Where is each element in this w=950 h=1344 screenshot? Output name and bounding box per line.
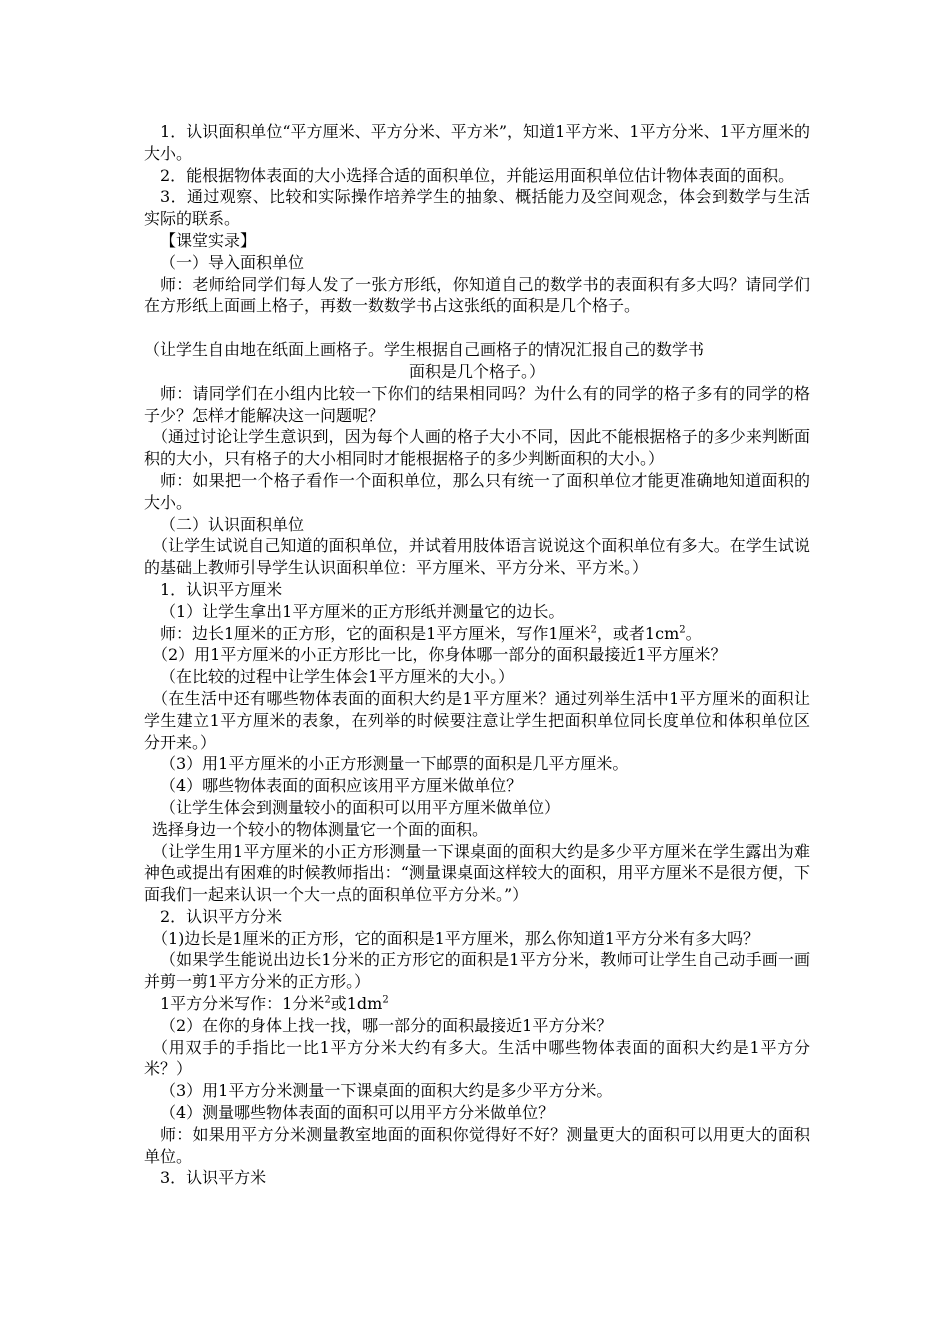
step-square-cm-3: （3）用1平方厘米的小正方形测量一下邮票的面积是几平方厘米。 bbox=[160, 754, 629, 774]
paragraph-student-activity-cont: 面积是几个格子。） bbox=[408, 361, 545, 381]
paragraph-measure-object: 选择身边一个较小的物体测量它一个面的面积。 bbox=[152, 819, 489, 839]
subheading-intro-area-unit: （一）导入面积单位 bbox=[160, 252, 305, 272]
document-body bbox=[144, 121, 810, 1189]
step-square-dm-2: （2）在你的身体上找一找，哪一部分的面积最接近1平方分米？ bbox=[160, 1015, 613, 1035]
paragraph-desk-measure: （让学生用1平方厘米的小正方形测量一下课桌面的面积大约是多少平方厘米在学生露出为难神色或提出有困难的时候教师指出：“测量课桌面这样较大的面积，用平方厘米不是很方便，下面我们一起来认识一个大一点的面积单位平方分米。”） bbox=[144, 841, 810, 905]
step-square-cm-1: （1）让学生拿出1平方厘米的正方形纸并测量它的边长。 bbox=[160, 601, 565, 621]
subheading-know-area-unit: （二）认识面积单位 bbox=[160, 514, 305, 534]
paragraph-compare-note: （在比较的过程中让学生体会1平方厘米的大小。） bbox=[160, 667, 515, 687]
paragraph-square-dm-notation: 1平方分米写作：1分米$^2$或$1dm^2$ bbox=[160, 994, 389, 1014]
paragraph-small-area-note: （让学生体会到测量较小的面积可以用平方厘米做单位） bbox=[160, 797, 561, 817]
blank-line bbox=[144, 317, 810, 339]
step-square-dm-1: （1)边长是1厘米的正方形，它的面积是1平方厘米，那么你知道1平方分米有多大吗？ bbox=[152, 928, 759, 948]
step-square-cm-4: （4）哪些物体表面的面积应该用平方厘米做单位？ bbox=[160, 776, 523, 796]
paragraph-student-try: （让学生试说自己知道的面积单位，并试着用肢体语言说说这个面积单位有多大。在学生试说的基础上教师引导学生认识面积单位：平方厘米、平方分米、平方米。） bbox=[144, 536, 810, 578]
paragraph-teacher-unit: 师：如果把一个格子看作一个面积单位，那么只有统一了面积单位才能更准确地知道面积的大小。 bbox=[144, 470, 810, 512]
paragraph-finger-compare: （用双手的手指比一比1平方分米大约有多大。生活中哪些物体表面的面积大约是1平方分米？） bbox=[144, 1037, 810, 1079]
paragraph-square-cm-definition: 师：边长1厘米的正方形，它的面积是1平方厘米，写作1厘米$^2$，或者$1cm^2$。 bbox=[160, 623, 702, 643]
subheading-square-dm: 2．认识平方分米 bbox=[160, 906, 283, 926]
objective-2: 2．能根据物体表面的大小选择合适的面积单位，并能运用面积单位估计物体表面的面积。 bbox=[160, 165, 795, 185]
subheading-square-cm: 1．认识平方厘米 bbox=[160, 579, 283, 599]
paragraph-teacher-bigger-unit: 师：如果用平方分米测量教室地面的面积你觉得好不好？测量更大的面积可以用更大的面积单位。 bbox=[144, 1124, 810, 1166]
paragraph-discussion: （通过讨论让学生意识到，因为每个人画的格子大小不同，因此不能根据格子的多少来判断面积的大小，只有格子的大小相同时才能根据格子的多少判断面积的大小。） bbox=[144, 427, 810, 469]
paragraph-life-examples: （在生活中还有哪些物体表面的面积大约是1平方厘米？通过列举生活中1平方厘米的面积让学生建立1平方厘米的表象，在列举的时候要注意让学生把面积单位同长度单位和体积单位区分开来。） bbox=[144, 688, 810, 752]
step-square-dm-4: （4）测量哪些物体表面的面积可以用平方分米做单位？ bbox=[160, 1103, 555, 1123]
paragraph-square-dm-draw: （如果学生能说出边长1分米的正方形它的面积是1平方分米，教师可让学生自己动手画一画并剪一剪1平方分米的正方形。） bbox=[144, 950, 810, 992]
step-square-dm-3: （3）用1平方分米测量一下课桌面的面积大约是多少平方分米。 bbox=[160, 1081, 613, 1101]
paragraph-student-activity: （让学生自由地在纸面上画格子。学生根据自己画格子的情况汇报自己的数学书 bbox=[144, 340, 705, 360]
paragraph-teacher-compare: 师：请同学们在小组内比较一下你们的结果相同吗？为什么有的同学的格子多有的同学的格子少？怎样才能解决这一问题呢？ bbox=[144, 383, 810, 425]
paragraph-teacher-intro: 师：老师给同学们每人发了一张方形纸，你知道自己的数学书的表面积有多大吗？请同学们在方形纸上面画上格子，再数一数数学书占这张纸的面积是几个格子。 bbox=[144, 274, 810, 316]
objective-3: 3．通过观察、比较和实际操作培养学生的抽象、概括能力及空间观念，体会到数学与生活实际的联系。 bbox=[144, 187, 810, 229]
section-heading-classroom-record: 【课堂实录】 bbox=[160, 230, 257, 250]
step-square-cm-2: （2）用1平方厘米的小正方形比一比，你身体哪一部分的面积最接近1平方厘米？ bbox=[152, 645, 727, 665]
subheading-square-m: 3．认识平方米 bbox=[160, 1168, 267, 1188]
objective-1: 1．认识面积单位“平方厘米、平方分米、平方米”，知道1平方米、1平方分米、1平方厘米的大小。 bbox=[144, 122, 810, 163]
